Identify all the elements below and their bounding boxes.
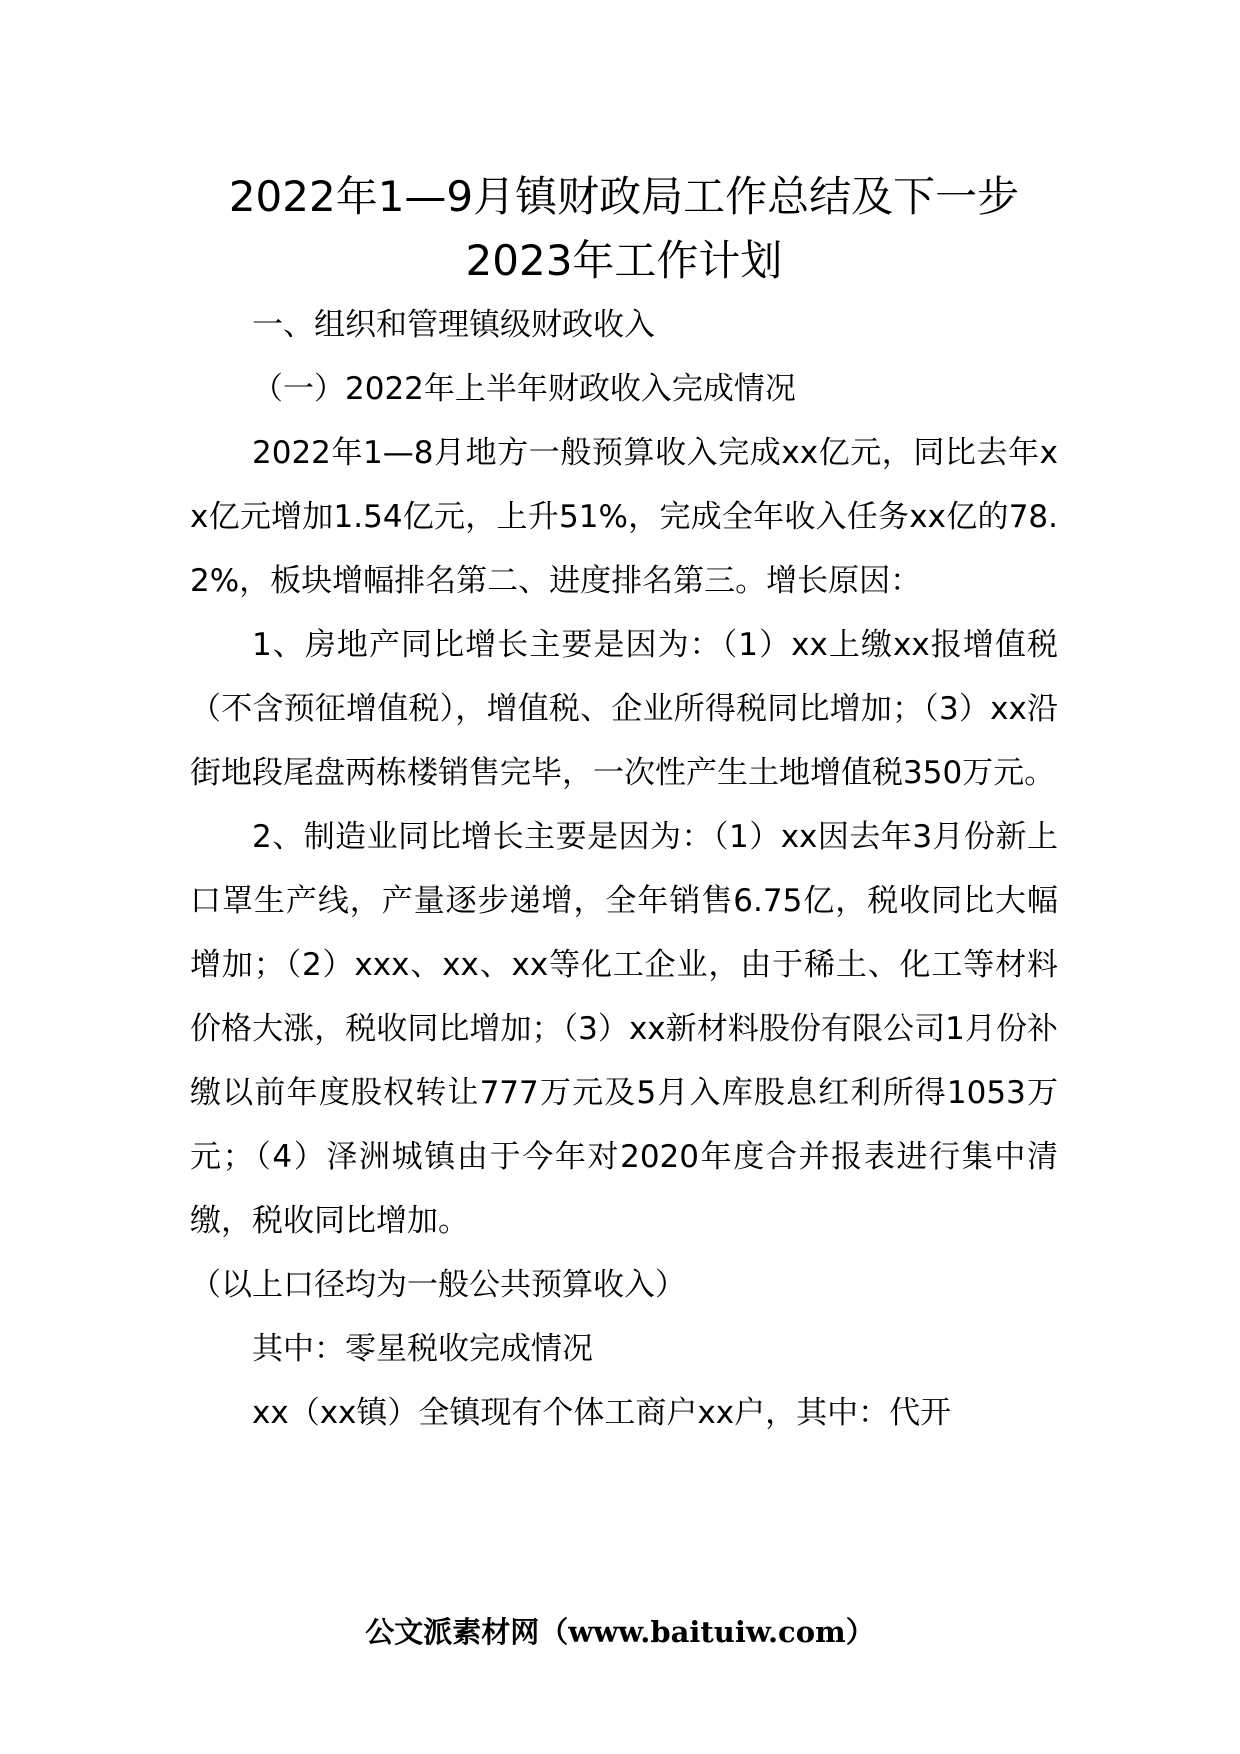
document-page: [190, 165, 1058, 1445]
section-heading: 一、组织和管理镇级财政收入: [252, 307, 655, 343]
paragraph-manufacturing: 2、制造业同比增长主要是因为：（1）xx因去年3月份新上口罩生产线，产量逐步递增，全年销售6.75亿，税收同比大幅增加；（2）xxx、xx、xx等化工企业，由于稀土、化工等材料价格大涨，税收同比增加；（3）xx新材料股份有限公司1月份补缴以前年度股权转让777万元及5月入库股息红利所得1053万元；（4）泽洲城镇由于今年对2020年度合并报表进行集中清缴，税收同比增加。: [190, 819, 1058, 1239]
title-line-2: 2023年工作计划: [465, 236, 783, 285]
paragraph-revenue-summary: 2022年1—8月地方一般预算收入完成xx亿元，同比去年xx亿元增加1.54亿元，上升51%，完成全年收入任务xx亿的78.2%，板块增幅排名第二、进度排名第三。增长原因：: [190, 435, 1058, 599]
paragraph-note: （以上口径均为一般公共预算收入）: [190, 1267, 686, 1303]
paragraph-scattered-tax-heading: 其中：零星税收完成情况: [252, 1331, 593, 1367]
document-title: [190, 165, 1058, 293]
paragraph-real-estate: 1、房地产同比增长主要是因为：（1）xx上缴xx报增值税（不含预征增值税），增值税、企业所得税同比增加；（3）xx沿街地段尾盘两栋楼销售完毕，一次性产生土地增值税350万元。: [190, 627, 1058, 791]
footer-watermark: 公文派素材网（www.baituiw.com）: [365, 1615, 875, 1649]
subsection-heading: （一）2022年上半年财政收入完成情况: [252, 371, 796, 407]
paragraph-businesses: xx（xx镇）全镇现有个体工商户xx户，其中：代开: [252, 1395, 952, 1431]
title-line-1: 2022年1—9月镇财政局工作总结及下一步: [228, 172, 1020, 221]
